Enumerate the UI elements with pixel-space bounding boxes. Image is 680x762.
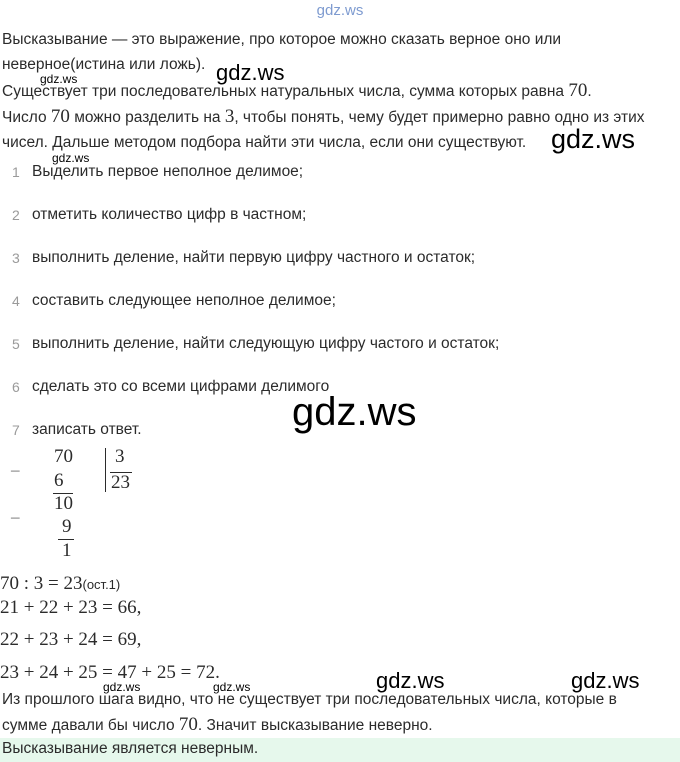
method-line-2: чисел. Дальше методом подбора найти эти числа, если они существуют. — [2, 134, 527, 151]
step-number: 5 — [12, 336, 20, 352]
remainder: 1 — [62, 540, 72, 561]
definition-line-1: Высказывание — это выражение, про которое можно сказать верное оно или — [2, 31, 562, 48]
watermark: gdz.ws — [571, 668, 640, 693]
divisor: 3 — [115, 446, 125, 467]
number-70: 70 — [50, 106, 70, 127]
step-number: 6 — [12, 379, 20, 395]
statement-end: . — [587, 83, 592, 100]
minus-sign: − — [10, 461, 21, 481]
conclusion-text-b: . Значит высказывание неверно. — [197, 717, 433, 734]
watermark-small: gdz.ws — [52, 151, 90, 165]
answer-text: Высказывание является неверным. — [2, 740, 259, 757]
watermark: gdz.ws — [376, 668, 445, 693]
step-number: 2 — [12, 207, 20, 223]
sum-equation-3: 23 + 24 + 25 = 47 + 25 = 72. — [0, 662, 220, 683]
number-3: 3 — [224, 106, 235, 127]
sum-equation-1: 21 + 22 + 23 = 66, — [0, 597, 142, 618]
watermark: gdz.ws — [551, 124, 636, 154]
step-text: отметить количество цифр в частном; — [32, 206, 307, 223]
watermark: gdz.ws — [216, 60, 285, 85]
step-number: 4 — [12, 293, 20, 309]
first-subtrahend: 6 — [54, 470, 64, 491]
watermark-small: gdz.ws — [40, 72, 78, 86]
step-text: записать ответ. — [32, 421, 142, 438]
number-70: 70 — [568, 80, 588, 101]
step-text: Выделить первое неполное делимое; — [32, 163, 304, 180]
minus-sign: − — [10, 508, 21, 528]
step-text: выполнить деление, найти первую цифру частного и остаток; — [32, 249, 476, 266]
watermark-small: gdz.ws — [213, 680, 251, 694]
method-text-c: , чтобы понять, чему будет примерно равно одно из этих — [234, 109, 645, 126]
sum-equation-2: 22 + 23 + 24 = 69, — [0, 629, 142, 650]
remainder-note: (ост.1) — [82, 577, 121, 592]
watermark-large: gdz.ws — [292, 390, 417, 434]
second-subtrahend: 9 — [62, 516, 72, 537]
division-vertical-line — [105, 448, 106, 492]
step-number: 3 — [12, 250, 20, 266]
step-text: сделать это со всеми цифрами делимого — [32, 378, 330, 395]
step-number: 7 — [12, 422, 20, 438]
step-number: 1 — [12, 164, 20, 180]
statement-text: Существует три последовательных натуральных числа, сумма которых равна — [2, 83, 569, 100]
statement-line — [2, 78, 592, 105]
definition-line-2: неверное(истина или ложь). — [2, 56, 206, 73]
number-70: 70 — [178, 714, 198, 735]
division-equation: 70 : 3 = 23 — [0, 573, 83, 594]
method-text-b: можно разделить на — [69, 109, 225, 126]
division-result — [0, 573, 120, 595]
partial-dividend: 10 — [54, 493, 73, 514]
dividend: 70 — [54, 446, 73, 467]
method-text-a: Число — [2, 109, 51, 126]
conclusion-line-2 — [2, 712, 433, 739]
conclusion-line-1: Из прошлого шага видно, что не существует три последовательных числа, которые в — [2, 691, 617, 708]
conclusion-text-a: сумме давали бы число — [2, 717, 179, 734]
method-line-1 — [2, 104, 645, 131]
step-text: составить следующее неполное делимое; — [32, 292, 336, 309]
watermark-small: gdz.ws — [103, 680, 141, 694]
watermark-top[interactable]: gdz.ws — [316, 2, 364, 19]
step-text: выполнить деление, найти следующую цифру частого и остаток; — [32, 335, 500, 352]
quotient: 23 — [111, 472, 130, 493]
